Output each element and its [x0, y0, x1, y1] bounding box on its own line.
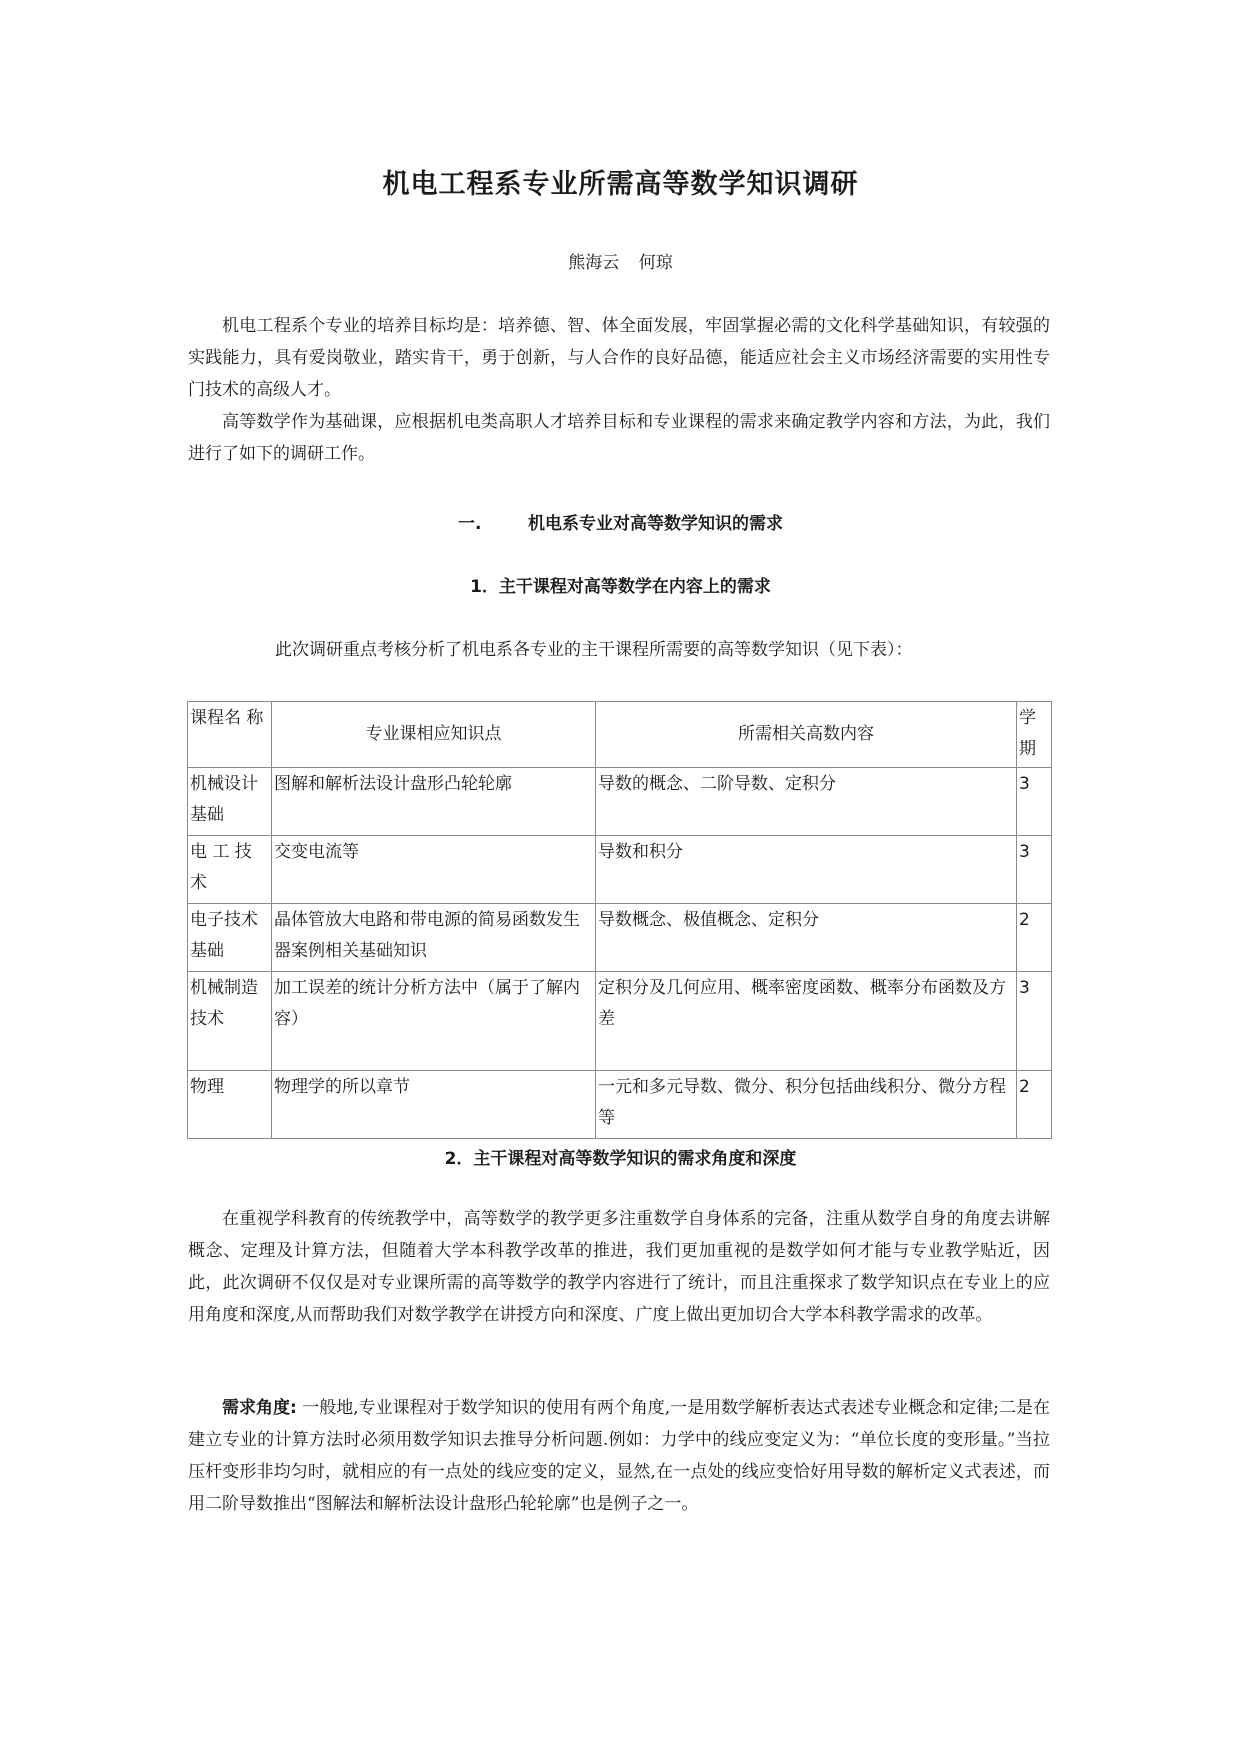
course-math-table [187, 701, 1052, 1139]
table-row [188, 972, 1052, 1071]
semester-cell: 2 [1017, 1071, 1052, 1139]
knowledge-cell: 加工误差的统计分析方法中（属于了解内容） [272, 972, 596, 1071]
subsection-2-heading: 2．主干课程对高等数学知识的需求角度和深度 [444, 1149, 797, 1169]
semester-cell: 3 [1017, 836, 1052, 904]
table-header-row [188, 702, 1052, 768]
header-semester: 学期 [1017, 702, 1052, 768]
table-row [188, 836, 1052, 904]
section-1-title: 机电系专业对高等数学知识的需求 [528, 514, 783, 534]
header-course-name: 课程名 称 [188, 702, 272, 768]
section-1-heading [0, 509, 1241, 534]
knowledge-cell: 晶体管放大电路和带电源的简易函数发生器案例相关基础知识 [272, 904, 596, 972]
math-content-cell: 导数和积分 [596, 836, 1017, 904]
semester-cell: 2 [1017, 904, 1052, 972]
table-row [188, 1071, 1052, 1139]
table-intro: 此次调研重点考核分析了机电系各专业的主干课程所需要的高等数学知识（见下表）： [275, 640, 913, 660]
course-cell: 电子技术基础 [188, 904, 272, 972]
table-row [188, 904, 1052, 972]
math-content-cell: 导数概念、极值概念、定积分 [596, 904, 1017, 972]
paragraph-teaching-reform: 在重视学科教育的传统教学中，高等数学的教学更多注重数学自身体系的完备，注重从数学自身的角度去讲解概念、定理及计算方法，但随着大学本科教学改革的推进，我们更加重视的是数学如何才能与专业教学贴近，因此，此次调研不仅仅是对专业课所需的高等数学的教学内容进行了统计，而且注重探求了数学知识点在专业上的应用角度和深度,从而帮助我们对数学教学在讲授方向和深度、广度上做出更加切合大学本科教学需求的改革。 [188, 1209, 1050, 1325]
math-content-cell: 导数的概念、二阶导数、定积分 [596, 768, 1017, 836]
intro-paragraph-1: 机电工程系个专业的培养目标均是：培养德、智、体全面发展，牢固掌握必需的文化科学基础知识，有较强的实践能力，具有爱岗敬业，踏实肯干，勇于创新，与人合作的良好品德，能适应社会主义市场经济需要的实用性专门技术的高级人才。 [188, 316, 1050, 400]
document-title: 机电工程系专业所需高等数学知识调研 [382, 169, 859, 200]
math-content-cell: 定积分及几何应用、概率密度函数、概率分布函数及方差 [596, 972, 1017, 1071]
course-cell: 电 工 技 术 [188, 836, 272, 904]
authors: 熊海云 何琼 [568, 253, 673, 273]
course-cell: 机械设计基础 [188, 768, 272, 836]
paragraph-demand-angle [188, 1392, 1050, 1520]
semester-cell: 3 [1017, 972, 1052, 1071]
section-1-number: 一. [458, 514, 482, 534]
header-knowledge-point: 专业课相应知识点 [272, 702, 596, 768]
intro-paragraph-2: 高等数学作为基础课，应根据机电类高职人才培养目标和专业课程的需求来确定教学内容和方法，为此，我们进行了如下的调研工作。 [188, 412, 1050, 464]
demand-angle-text: 一般地,专业课程对于数学知识的使用有两个角度,一是用数学解析表达式表述专业概念和定律;二是在建立专业的计算方法时必须用数学知识去推导分析问题.例如：力学中的线应变定义为：“单位长度的变形量。”当拉压杆变形非均匀时，就相应的有一点处的线应变的定义，显然,在一点处的线应变恰好用导数的解析定义式表述，而用二阶导数推出“图解法和解析法设计盘形凸轮轮廓”也是例子之一。 [188, 1398, 1050, 1514]
subsection-1-heading: 1．主干课程对高等数学在内容上的需求 [470, 577, 771, 597]
knowledge-cell: 图解和解析法设计盘形凸轮轮廓 [272, 768, 596, 836]
table-row [188, 768, 1052, 836]
semester-cell: 3 [1017, 768, 1052, 836]
header-math-content: 所需相关高数内容 [596, 702, 1017, 768]
demand-angle-label: 需求角度: [222, 1398, 297, 1418]
math-content-cell: 一元和多元导数、微分、积分包括曲线积分、微分方程等 [596, 1071, 1017, 1139]
course-cell: 物理 [188, 1071, 272, 1139]
knowledge-cell: 物理学的所以章节 [272, 1071, 596, 1139]
course-cell: 机械制造技术 [188, 972, 272, 1071]
knowledge-cell: 交变电流等 [272, 836, 596, 904]
